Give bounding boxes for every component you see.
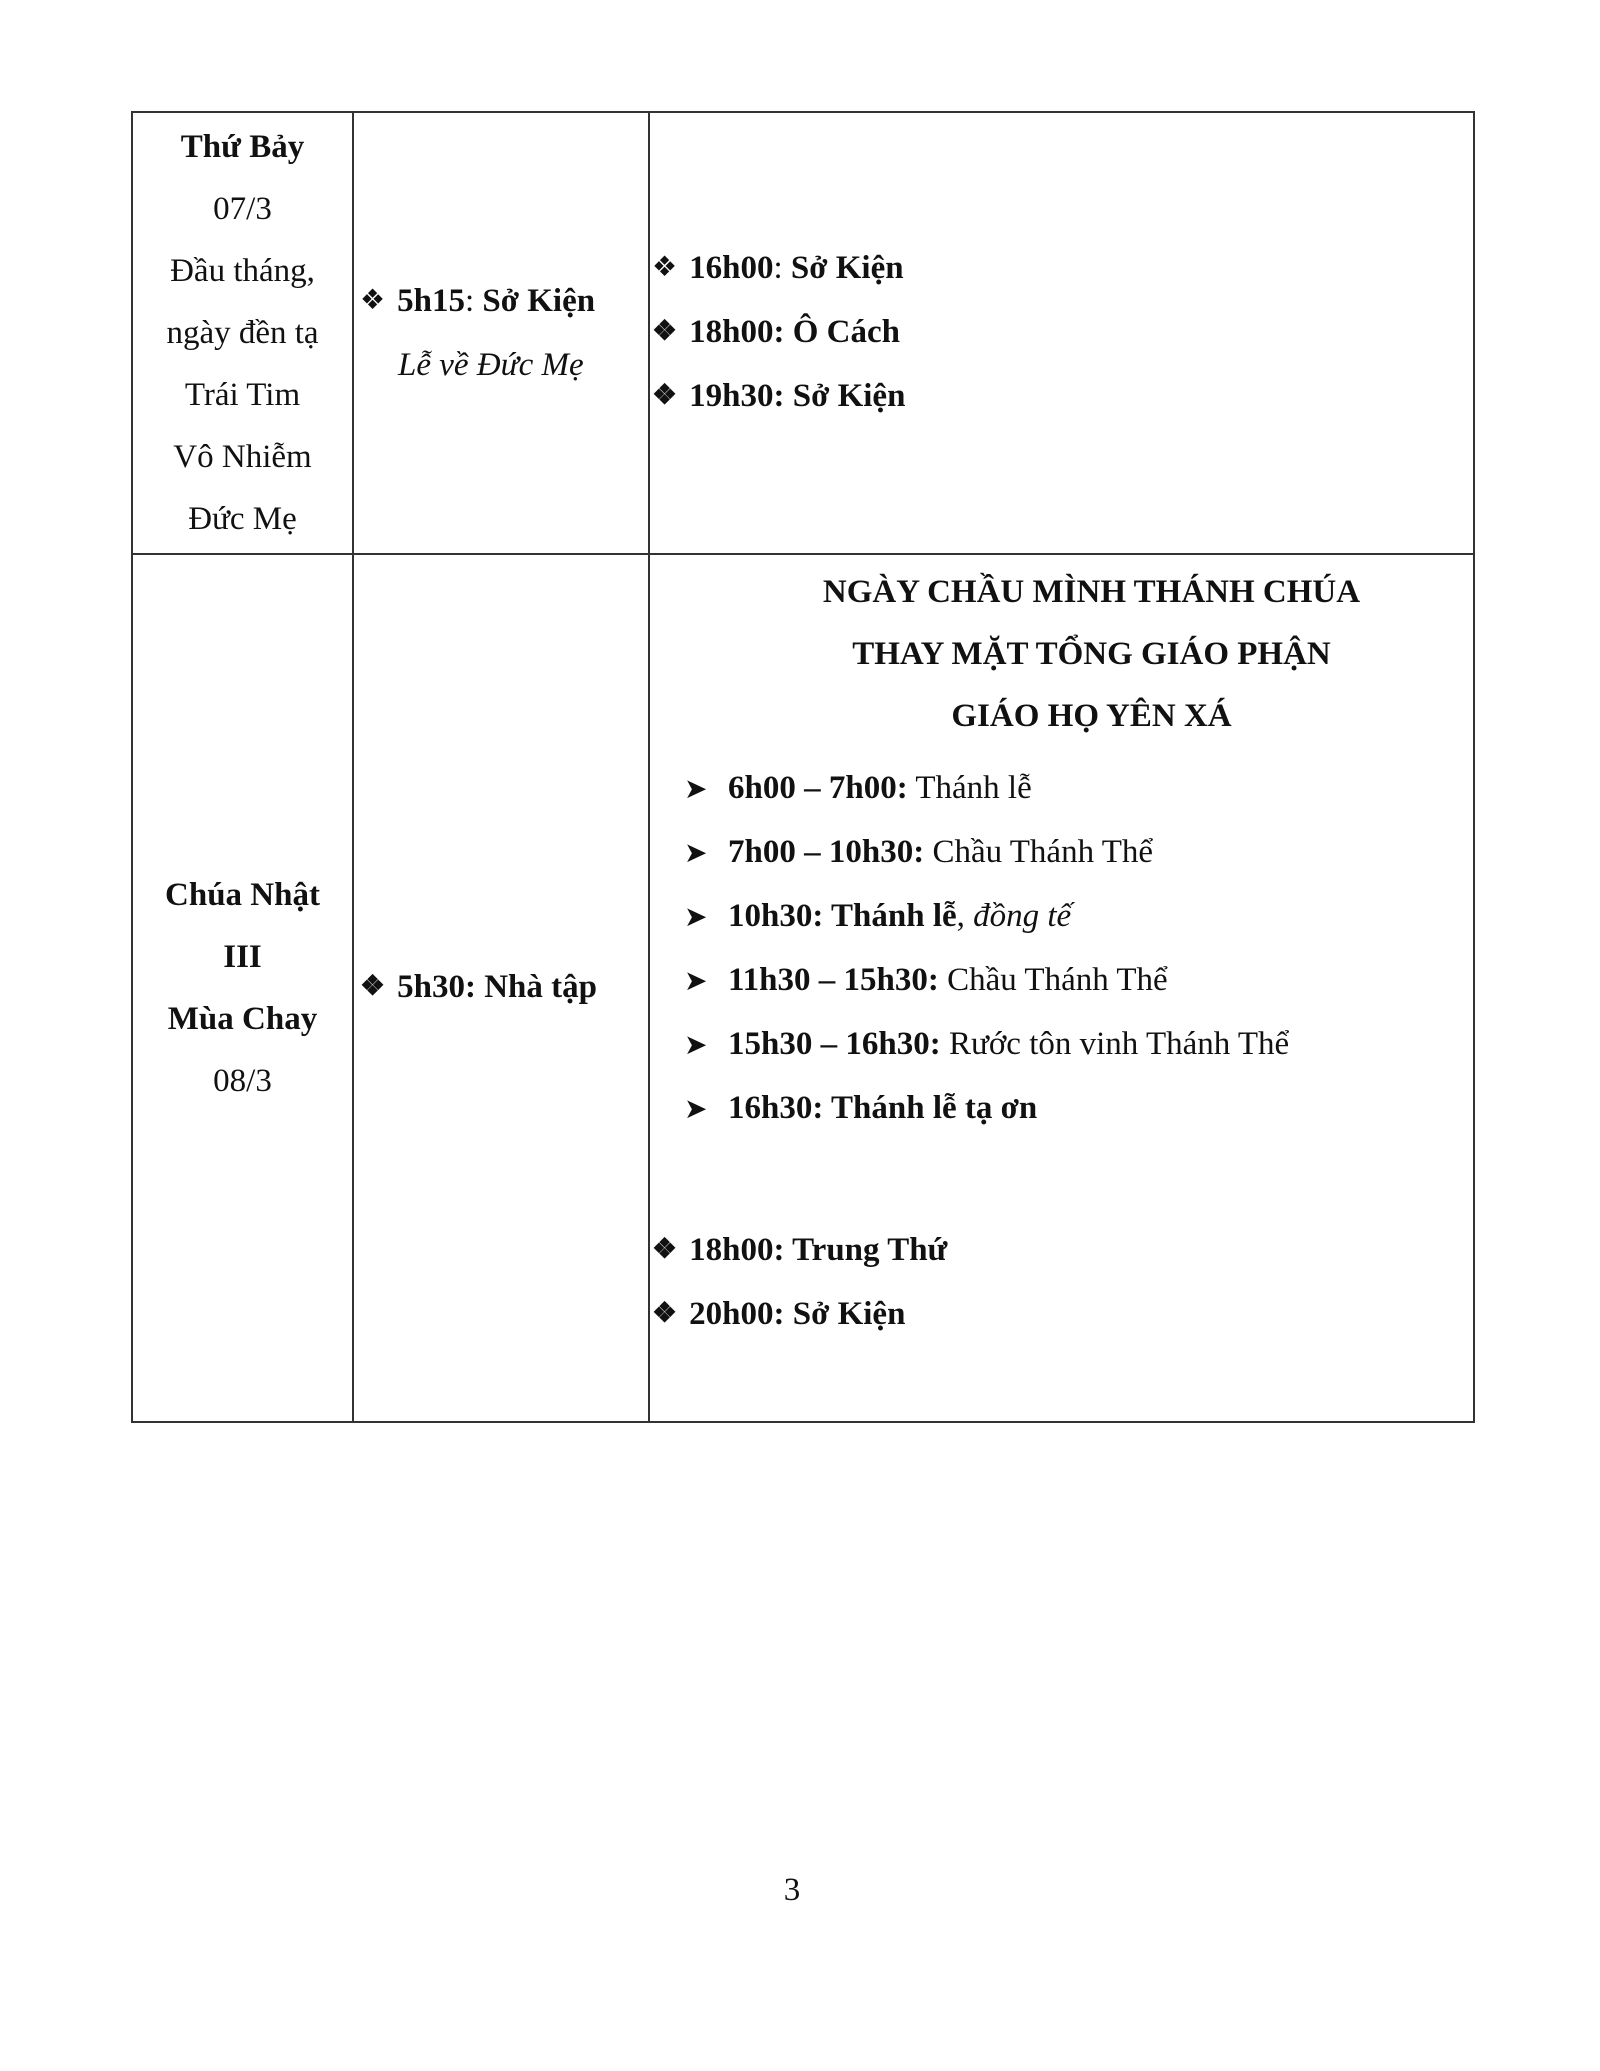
diamond-bullet-icon: ❖ <box>360 285 386 316</box>
evening-cell <box>649 554 1474 1422</box>
arrowhead-bullet-icon: ➤ <box>684 1094 708 1125</box>
day-date: 08/3 <box>213 1063 272 1099</box>
day-name: Chúa Nhật <box>165 877 320 913</box>
diamond-bullet-icon: ❖ <box>360 971 386 1002</box>
arrowhead-bullet-icon: ➤ <box>684 1030 708 1061</box>
evening-mass: ❖ 19h30: Sở Kiện <box>652 378 906 414</box>
day-note: Đầu tháng, <box>170 253 315 289</box>
list-item: ➤ 7h00 – 10h30: Chầu Thánh Thể <box>684 821 1473 885</box>
program-list <box>650 757 1473 1141</box>
list-item: ➤ 16h30: Thánh lễ tạ ơn <box>684 1077 1473 1141</box>
diamond-bullet-icon: ❖ <box>652 380 678 411</box>
day-cell <box>132 112 353 554</box>
day-name: Mùa Chay <box>167 1001 318 1037</box>
day-note: ngày đền tạ <box>166 315 319 351</box>
evening-mass: ❖ 16h00: Sở Kiện <box>652 250 904 286</box>
list-item: ➤ 11h30 – 15h30: Chầu Thánh Thể <box>684 949 1473 1013</box>
evening-cell <box>649 112 1474 554</box>
day-name: Thứ Bảy <box>180 129 305 165</box>
arrowhead-bullet-icon: ➤ <box>684 902 708 933</box>
diamond-bullet-icon: ❖ <box>652 316 678 347</box>
evening-mass: ❖ 18h00: Trung Thứ <box>652 1232 948 1268</box>
arrowhead-bullet-icon: ➤ <box>684 838 708 869</box>
morning-mass: ❖ 5h15: Sở Kiện <box>360 283 596 319</box>
page-number: 3 <box>783 1872 801 1908</box>
schedule-table <box>131 111 1475 1423</box>
morning-mass: ❖ 5h30: Nhà tập <box>360 969 597 1005</box>
morning-note: Lễ về Đức Mẹ <box>398 347 584 383</box>
day-note: Trái Tim <box>184 377 301 413</box>
diamond-bullet-icon: ❖ <box>652 1234 678 1265</box>
day-date: 07/3 <box>213 191 272 227</box>
adoration-heading: NGÀY CHẦU MÌNH THÁNH CHÚA THAY MẶT TỔNG GIÁO PHẬN GIÁO HỌ YÊN XÁ <box>822 574 1361 734</box>
list-item: ➤ 10h30: Thánh lễ, đồng tế <box>684 885 1473 949</box>
day-cell <box>132 554 353 1422</box>
diamond-bullet-icon: ❖ <box>652 1298 678 1329</box>
morning-cell <box>353 112 649 554</box>
day-note: Đức Mẹ <box>188 501 297 537</box>
morning-cell <box>353 554 649 1422</box>
evening-mass: ❖ 20h00: Sở Kiện <box>652 1296 906 1332</box>
table-row <box>132 112 1474 554</box>
list-item: ➤ 15h30 – 16h30: Rước tôn vinh Thánh Thể <box>684 1013 1473 1077</box>
list-item: ➤ 6h00 – 7h00: Thánh lễ <box>684 757 1473 821</box>
arrowhead-bullet-icon: ➤ <box>684 966 708 997</box>
diamond-bullet-icon: ❖ <box>652 252 678 283</box>
evening-mass: ❖ 18h00: Ô Cách <box>652 314 900 350</box>
arrowhead-bullet-icon: ➤ <box>684 774 708 805</box>
table-row <box>132 554 1474 1422</box>
day-name: III <box>223 939 262 975</box>
day-note: Vô Nhiễm <box>173 439 312 475</box>
